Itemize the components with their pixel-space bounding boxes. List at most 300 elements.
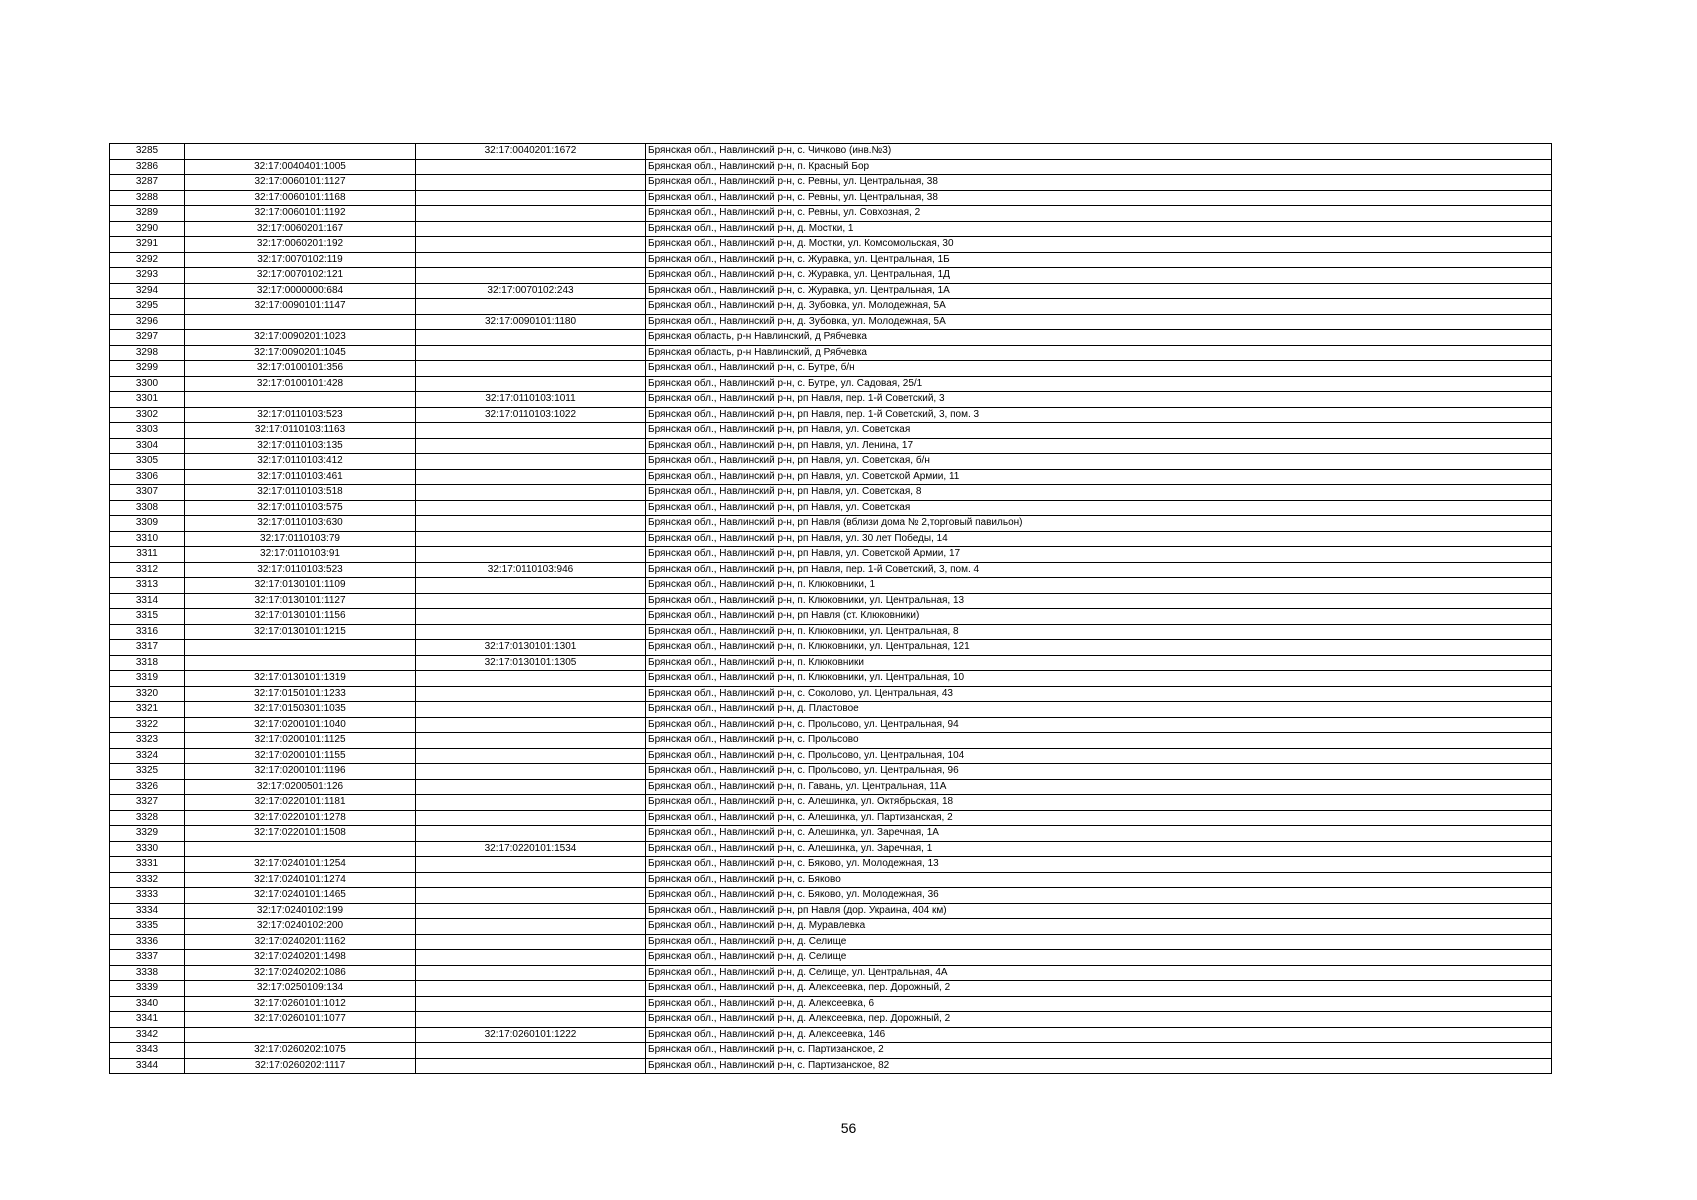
land-cadastral-number-cell: 32:17:0200101:1040 <box>185 717 416 733</box>
land-cadastral-number-cell <box>185 144 416 160</box>
row-number-cell: 3341 <box>110 1012 185 1028</box>
land-cadastral-number-cell: 32:17:0110103:135 <box>185 438 416 454</box>
address-cell: Брянская обл., Навлинский р-н, с. Чичково (инв.№3) <box>646 144 1552 160</box>
table-row <box>110 717 1552 733</box>
row-number-cell: 3329 <box>110 826 185 842</box>
table-row <box>110 965 1552 981</box>
table-row <box>110 686 1552 702</box>
row-number-cell: 3325 <box>110 764 185 780</box>
address-cell: Брянская обл., Навлинский р-н, рп Навля, пер. 1-й Советский, 3 <box>646 392 1552 408</box>
address-cell: Брянская обл., Навлинский р-н, с. Бутре, б/н <box>646 361 1552 377</box>
table-row <box>110 872 1552 888</box>
table-row <box>110 144 1552 160</box>
address-cell: Брянская обл., Навлинский р-н, с. Ревны, ул. Центральная, 38 <box>646 190 1552 206</box>
address-cell: Брянская обл., Навлинский р-н, рп Навля, пер. 1-й Советский, 3, пом. 4 <box>646 562 1552 578</box>
row-number-cell: 3333 <box>110 888 185 904</box>
address-cell: Брянская обл., Навлинский р-н, с. Ревны, ул. Совхозная, 2 <box>646 206 1552 222</box>
address-cell: Брянская обл., Навлинский р-н, п. Клюковники, ул. Центральная, 10 <box>646 671 1552 687</box>
object-cadastral-number-cell <box>416 733 646 749</box>
page-number: 56 <box>840 1120 857 1136</box>
address-cell: Брянская обл., Навлинский р-н, п. Гавань, ул. Центральная, 11А <box>646 779 1552 795</box>
land-cadastral-number-cell: 32:17:0110103:523 <box>185 407 416 423</box>
object-cadastral-number-cell <box>416 795 646 811</box>
table-row <box>110 655 1552 671</box>
table-row <box>110 516 1552 532</box>
address-cell: Брянская обл., Навлинский р-н, рп Навля, ул. Советской Армии, 17 <box>646 547 1552 563</box>
row-number-cell: 3340 <box>110 996 185 1012</box>
land-cadastral-number-cell: 32:17:0060101:1127 <box>185 175 416 191</box>
table-row <box>110 299 1552 315</box>
table-row <box>110 345 1552 361</box>
row-number-cell: 3332 <box>110 872 185 888</box>
registry-table-body <box>110 144 1552 1074</box>
land-cadastral-number-cell: 32:17:0110103:575 <box>185 500 416 516</box>
table-row <box>110 423 1552 439</box>
land-cadastral-number-cell: 32:17:0090101:1147 <box>185 299 416 315</box>
object-cadastral-number-cell: 32:17:0110103:1022 <box>416 407 646 423</box>
row-number-cell: 3343 <box>110 1043 185 1059</box>
row-number-cell: 3302 <box>110 407 185 423</box>
row-number-cell: 3304 <box>110 438 185 454</box>
land-cadastral-number-cell: 32:17:0130101:1109 <box>185 578 416 594</box>
row-number-cell: 3291 <box>110 237 185 253</box>
object-cadastral-number-cell <box>416 547 646 563</box>
row-number-cell: 3314 <box>110 593 185 609</box>
address-cell: Брянская обл., Навлинский р-н, с. Прольсово, ул. Центральная, 94 <box>646 717 1552 733</box>
address-cell: Брянская обл., Навлинский р-н, д. Муравлевка <box>646 919 1552 935</box>
row-number-cell: 3290 <box>110 221 185 237</box>
land-cadastral-number-cell: 32:17:0110103:461 <box>185 469 416 485</box>
address-cell: Брянская обл., Навлинский р-н, рп Навля, ул. Советская, б/н <box>646 454 1552 470</box>
address-cell: Брянская обл., Навлинский р-н, д. Алексеевка, 146 <box>646 1027 1552 1043</box>
land-cadastral-number-cell: 32:17:0260202:1075 <box>185 1043 416 1059</box>
land-cadastral-number-cell: 32:17:0250109:134 <box>185 981 416 997</box>
address-cell: Брянская обл., Навлинский р-н, рп Навля (ст. Клюковники) <box>646 609 1552 625</box>
object-cadastral-number-cell <box>416 175 646 191</box>
object-cadastral-number-cell <box>416 438 646 454</box>
land-cadastral-number-cell: 32:17:0240101:1274 <box>185 872 416 888</box>
address-cell: Брянская обл., Навлинский р-н, д. Алексеевка, пер. Дорожный, 2 <box>646 1012 1552 1028</box>
row-number-cell: 3331 <box>110 857 185 873</box>
object-cadastral-number-cell: 32:17:0040201:1672 <box>416 144 646 160</box>
table-row <box>110 469 1552 485</box>
object-cadastral-number-cell <box>416 330 646 346</box>
table-row <box>110 392 1552 408</box>
address-cell: Брянская обл., Навлинский р-н, д. Пластовое <box>646 702 1552 718</box>
table-row <box>110 268 1552 284</box>
address-cell: Брянская обл., Навлинский р-н, с. Партизанское, 2 <box>646 1043 1552 1059</box>
row-number-cell: 3287 <box>110 175 185 191</box>
object-cadastral-number-cell <box>416 826 646 842</box>
land-cadastral-number-cell <box>185 392 416 408</box>
row-number-cell: 3305 <box>110 454 185 470</box>
land-cadastral-number-cell: 32:17:0130101:1215 <box>185 624 416 640</box>
row-number-cell: 3303 <box>110 423 185 439</box>
table-row <box>110 624 1552 640</box>
row-number-cell: 3337 <box>110 950 185 966</box>
table-row <box>110 857 1552 873</box>
row-number-cell: 3336 <box>110 934 185 950</box>
address-cell: Брянская обл., Навлинский р-н, с. Соколово, ул. Центральная, 43 <box>646 686 1552 702</box>
object-cadastral-number-cell: 32:17:0090101:1180 <box>416 314 646 330</box>
row-number-cell: 3317 <box>110 640 185 656</box>
row-number-cell: 3312 <box>110 562 185 578</box>
address-cell: Брянская обл., Навлинский р-н, д. Зубовка, ул. Молодежная, 5А <box>646 314 1552 330</box>
address-cell: Брянская обл., Навлинский р-н, с. Алешинка, ул. Заречная, 1 <box>646 841 1552 857</box>
row-number-cell: 3295 <box>110 299 185 315</box>
table-row <box>110 221 1552 237</box>
address-cell: Брянская область, р-н Навлинский, д Рябчевка <box>646 345 1552 361</box>
object-cadastral-number-cell <box>416 252 646 268</box>
object-cadastral-number-cell <box>416 872 646 888</box>
address-cell: Брянская обл., Навлинский р-н, рп Навля, ул. 30 лет Победы, 14 <box>646 531 1552 547</box>
land-cadastral-number-cell: 32:17:0110103:91 <box>185 547 416 563</box>
address-cell: Брянская обл., Навлинский р-н, рп Навля, пер. 1-й Советский, 3, пом. 3 <box>646 407 1552 423</box>
object-cadastral-number-cell <box>416 190 646 206</box>
object-cadastral-number-cell <box>416 1012 646 1028</box>
land-cadastral-number-cell: 32:17:0110103:79 <box>185 531 416 547</box>
address-cell: Брянская обл., Навлинский р-н, с. Алешинка, ул. Партизанская, 2 <box>646 810 1552 826</box>
table-row <box>110 175 1552 191</box>
address-cell: Брянская обл., Навлинский р-н, рп Навля (дор. Украина, 404 км) <box>646 903 1552 919</box>
object-cadastral-number-cell <box>416 206 646 222</box>
object-cadastral-number-cell <box>416 717 646 733</box>
row-number-cell: 3330 <box>110 841 185 857</box>
object-cadastral-number-cell <box>416 268 646 284</box>
land-cadastral-number-cell: 32:17:0200101:1196 <box>185 764 416 780</box>
row-number-cell: 3293 <box>110 268 185 284</box>
object-cadastral-number-cell <box>416 1058 646 1074</box>
object-cadastral-number-cell <box>416 624 646 640</box>
object-cadastral-number-cell <box>416 159 646 175</box>
land-cadastral-number-cell: 32:17:0130101:1127 <box>185 593 416 609</box>
address-cell: Брянская обл., Навлинский р-н, д. Мостки, 1 <box>646 221 1552 237</box>
land-cadastral-number-cell: 32:17:0260101:1012 <box>185 996 416 1012</box>
land-cadastral-number-cell: 32:17:0220101:1278 <box>185 810 416 826</box>
address-cell: Брянская обл., Навлинский р-н, с. Ревны, ул. Центральная, 38 <box>646 175 1552 191</box>
table-row <box>110 1012 1552 1028</box>
address-cell: Брянская обл., Навлинский р-н, д. Алексеевка, пер. Дорожный, 2 <box>646 981 1552 997</box>
address-cell: Брянская обл., Навлинский р-н, д. Алексеевка, 6 <box>646 996 1552 1012</box>
land-cadastral-number-cell: 32:17:0200501:126 <box>185 779 416 795</box>
object-cadastral-number-cell <box>416 500 646 516</box>
row-number-cell: 3323 <box>110 733 185 749</box>
object-cadastral-number-cell <box>416 764 646 780</box>
land-cadastral-number-cell: 32:17:0240101:1254 <box>185 857 416 873</box>
table-row <box>110 361 1552 377</box>
land-cadastral-number-cell: 32:17:0200101:1125 <box>185 733 416 749</box>
table-row <box>110 159 1552 175</box>
table-row <box>110 438 1552 454</box>
land-cadastral-number-cell: 32:17:0040401:1005 <box>185 159 416 175</box>
object-cadastral-number-cell <box>416 965 646 981</box>
table-row <box>110 578 1552 594</box>
table-row <box>110 593 1552 609</box>
row-number-cell: 3301 <box>110 392 185 408</box>
address-cell: Брянская обл., Навлинский р-н, с. Бяково, ул. Молодежная, 13 <box>646 857 1552 873</box>
row-number-cell: 3285 <box>110 144 185 160</box>
table-row <box>110 888 1552 904</box>
object-cadastral-number-cell <box>416 950 646 966</box>
object-cadastral-number-cell: 32:17:0220101:1534 <box>416 841 646 857</box>
table-row <box>110 562 1552 578</box>
table-row <box>110 376 1552 392</box>
table-row <box>110 531 1552 547</box>
address-cell: Брянская обл., Навлинский р-н, п. Клюковники <box>646 655 1552 671</box>
address-cell: Брянская обл., Навлинский р-н, с. Алешинка, ул. Октябрьская, 18 <box>646 795 1552 811</box>
row-number-cell: 3342 <box>110 1027 185 1043</box>
row-number-cell: 3335 <box>110 919 185 935</box>
land-cadastral-number-cell: 32:17:0260202:1117 <box>185 1058 416 1074</box>
address-cell: Брянская обл., Навлинский р-н, рп Навля, ул. Советской Армии, 11 <box>646 469 1552 485</box>
land-cadastral-number-cell: 32:17:0000000:684 <box>185 283 416 299</box>
table-row <box>110 640 1552 656</box>
table-row <box>110 283 1552 299</box>
land-cadastral-number-cell: 32:17:0240102:199 <box>185 903 416 919</box>
address-cell: Брянская обл., Навлинский р-н, с. Журавка, ул. Центральная, 1Д <box>646 268 1552 284</box>
table-row <box>110 981 1552 997</box>
land-cadastral-number-cell: 32:17:0110103:630 <box>185 516 416 532</box>
table-row <box>110 1043 1552 1059</box>
address-cell: Брянская обл., Навлинский р-н, д. Селище <box>646 950 1552 966</box>
table-row <box>110 609 1552 625</box>
row-number-cell: 3320 <box>110 686 185 702</box>
row-number-cell: 3334 <box>110 903 185 919</box>
row-number-cell: 3319 <box>110 671 185 687</box>
table-row <box>110 237 1552 253</box>
address-cell: Брянская обл., Навлинский р-н, с. Журавка, ул. Центральная, 1А <box>646 283 1552 299</box>
address-cell: Брянская обл., Навлинский р-н, с. Бутре, ул. Садовая, 25/1 <box>646 376 1552 392</box>
row-number-cell: 3298 <box>110 345 185 361</box>
object-cadastral-number-cell <box>416 748 646 764</box>
row-number-cell: 3286 <box>110 159 185 175</box>
row-number-cell: 3315 <box>110 609 185 625</box>
table-row <box>110 934 1552 950</box>
table-row <box>110 841 1552 857</box>
address-cell: Брянская обл., Навлинский р-н, рп Навля, ул. Советская, 8 <box>646 485 1552 501</box>
object-cadastral-number-cell: 32:17:0130101:1305 <box>416 655 646 671</box>
row-number-cell: 3311 <box>110 547 185 563</box>
table-row <box>110 547 1552 563</box>
land-cadastral-number-cell: 32:17:0090201:1023 <box>185 330 416 346</box>
object-cadastral-number-cell <box>416 593 646 609</box>
object-cadastral-number-cell <box>416 578 646 594</box>
row-number-cell: 3321 <box>110 702 185 718</box>
table-row <box>110 454 1552 470</box>
table-row <box>110 252 1552 268</box>
table-row <box>110 779 1552 795</box>
address-cell: Брянская обл., Навлинский р-н, п. Клюковники, ул. Центральная, 8 <box>646 624 1552 640</box>
land-cadastral-number-cell: 32:17:0070102:119 <box>185 252 416 268</box>
table-row <box>110 810 1552 826</box>
row-number-cell: 3310 <box>110 531 185 547</box>
table-row <box>110 733 1552 749</box>
row-number-cell: 3324 <box>110 748 185 764</box>
object-cadastral-number-cell <box>416 686 646 702</box>
address-cell: Брянская обл., Навлинский р-н, рп Навля, ул. Ленина, 17 <box>646 438 1552 454</box>
object-cadastral-number-cell: 32:17:0110103:946 <box>416 562 646 578</box>
row-number-cell: 3316 <box>110 624 185 640</box>
object-cadastral-number-cell: 32:17:0260101:1222 <box>416 1027 646 1043</box>
land-cadastral-number-cell: 32:17:0110103:518 <box>185 485 416 501</box>
table-row <box>110 407 1552 423</box>
row-number-cell: 3299 <box>110 361 185 377</box>
address-cell: Брянская обл., Навлинский р-н, рп Навля (вблизи дома № 2,торговый павильон) <box>646 516 1552 532</box>
object-cadastral-number-cell: 32:17:0130101:1301 <box>416 640 646 656</box>
address-cell: Брянская обл., Навлинский р-н, д. Селище, ул. Центральная, 4А <box>646 965 1552 981</box>
land-cadastral-number-cell: 32:17:0100101:428 <box>185 376 416 392</box>
row-number-cell: 3322 <box>110 717 185 733</box>
object-cadastral-number-cell <box>416 531 646 547</box>
row-number-cell: 3296 <box>110 314 185 330</box>
row-number-cell: 3300 <box>110 376 185 392</box>
land-cadastral-number-cell: 32:17:0240102:200 <box>185 919 416 935</box>
land-cadastral-number-cell <box>185 314 416 330</box>
row-number-cell: 3289 <box>110 206 185 222</box>
row-number-cell: 3307 <box>110 485 185 501</box>
row-number-cell: 3328 <box>110 810 185 826</box>
table-row <box>110 314 1552 330</box>
table-row <box>110 996 1552 1012</box>
row-number-cell: 3308 <box>110 500 185 516</box>
land-cadastral-number-cell: 32:17:0260101:1077 <box>185 1012 416 1028</box>
land-cadastral-number-cell <box>185 1027 416 1043</box>
table-row <box>110 330 1552 346</box>
table-row <box>110 795 1552 811</box>
object-cadastral-number-cell <box>416 299 646 315</box>
object-cadastral-number-cell <box>416 221 646 237</box>
land-cadastral-number-cell: 32:17:0070102:121 <box>185 268 416 284</box>
object-cadastral-number-cell <box>416 903 646 919</box>
object-cadastral-number-cell <box>416 810 646 826</box>
object-cadastral-number-cell <box>416 671 646 687</box>
object-cadastral-number-cell <box>416 919 646 935</box>
object-cadastral-number-cell <box>416 888 646 904</box>
table-row <box>110 1058 1552 1074</box>
table-row <box>110 206 1552 222</box>
table-row <box>110 826 1552 842</box>
address-cell: Брянская обл., Навлинский р-н, п. Клюковники, ул. Центральная, 121 <box>646 640 1552 656</box>
row-number-cell: 3294 <box>110 283 185 299</box>
land-cadastral-number-cell: 32:17:0130101:1156 <box>185 609 416 625</box>
land-cadastral-number-cell: 32:17:0110103:1163 <box>185 423 416 439</box>
object-cadastral-number-cell <box>416 454 646 470</box>
land-cadastral-number-cell: 32:17:0240201:1498 <box>185 950 416 966</box>
land-cadastral-number-cell: 32:17:0060201:167 <box>185 221 416 237</box>
land-cadastral-number-cell <box>185 640 416 656</box>
land-cadastral-number-cell: 32:17:0130101:1319 <box>185 671 416 687</box>
address-cell: Брянская обл., Навлинский р-н, с. Журавка, ул. Центральная, 1Б <box>646 252 1552 268</box>
land-cadastral-number-cell: 32:17:0150301:1035 <box>185 702 416 718</box>
row-number-cell: 3338 <box>110 965 185 981</box>
object-cadastral-number-cell <box>416 516 646 532</box>
land-cadastral-number-cell: 32:17:0240101:1465 <box>185 888 416 904</box>
address-cell: Брянская обл., Навлинский р-н, п. Красный Бор <box>646 159 1552 175</box>
address-cell: Брянская обл., Навлинский р-н, с. Партизанское, 82 <box>646 1058 1552 1074</box>
address-cell: Брянская обл., Навлинский р-н, д. Зубовка, ул. Молодежная, 5А <box>646 299 1552 315</box>
address-cell: Брянская обл., Навлинский р-н, д. Селище <box>646 934 1552 950</box>
table-row <box>110 702 1552 718</box>
table-row <box>110 764 1552 780</box>
address-cell: Брянская обл., Навлинский р-н, с. Прольсово <box>646 733 1552 749</box>
object-cadastral-number-cell <box>416 857 646 873</box>
object-cadastral-number-cell <box>416 702 646 718</box>
row-number-cell: 3297 <box>110 330 185 346</box>
row-number-cell: 3339 <box>110 981 185 997</box>
row-number-cell: 3318 <box>110 655 185 671</box>
row-number-cell: 3313 <box>110 578 185 594</box>
row-number-cell: 3344 <box>110 1058 185 1074</box>
row-number-cell: 3326 <box>110 779 185 795</box>
object-cadastral-number-cell <box>416 485 646 501</box>
land-cadastral-number-cell: 32:17:0240202:1086 <box>185 965 416 981</box>
land-cadastral-number-cell: 32:17:0100101:356 <box>185 361 416 377</box>
row-number-cell: 3292 <box>110 252 185 268</box>
object-cadastral-number-cell <box>416 609 646 625</box>
object-cadastral-number-cell <box>416 981 646 997</box>
land-cadastral-number-cell <box>185 841 416 857</box>
table-row <box>110 919 1552 935</box>
table-row <box>110 1027 1552 1043</box>
land-cadastral-number-cell <box>185 655 416 671</box>
address-cell: Брянская обл., Навлинский р-н, д. Мостки, ул. Комсомольская, 30 <box>646 237 1552 253</box>
object-cadastral-number-cell <box>416 376 646 392</box>
table-row <box>110 485 1552 501</box>
address-cell: Брянская обл., Навлинский р-н, с. Алешинка, ул. Заречная, 1А <box>646 826 1552 842</box>
object-cadastral-number-cell <box>416 469 646 485</box>
land-cadastral-number-cell: 32:17:0110103:523 <box>185 562 416 578</box>
address-cell: Брянская обл., Навлинский р-н, с. Бяково <box>646 872 1552 888</box>
object-cadastral-number-cell <box>416 361 646 377</box>
registry-table <box>109 143 1552 1074</box>
table-row <box>110 903 1552 919</box>
object-cadastral-number-cell <box>416 996 646 1012</box>
object-cadastral-number-cell <box>416 779 646 795</box>
land-cadastral-number-cell: 32:17:0220101:1508 <box>185 826 416 842</box>
land-cadastral-number-cell: 32:17:0240201:1162 <box>185 934 416 950</box>
table-row <box>110 500 1552 516</box>
object-cadastral-number-cell: 32:17:0070102:243 <box>416 283 646 299</box>
object-cadastral-number-cell <box>416 934 646 950</box>
table-row <box>110 748 1552 764</box>
address-cell: Брянская область, р-н Навлинский, д Рябчевка <box>646 330 1552 346</box>
object-cadastral-number-cell <box>416 237 646 253</box>
land-cadastral-number-cell: 32:17:0150101:1233 <box>185 686 416 702</box>
address-cell: Брянская обл., Навлинский р-н, с. Прольсово, ул. Центральная, 96 <box>646 764 1552 780</box>
land-cadastral-number-cell: 32:17:0090201:1045 <box>185 345 416 361</box>
address-cell: Брянская обл., Навлинский р-н, рп Навля, ул. Советская <box>646 423 1552 439</box>
table-row <box>110 190 1552 206</box>
land-cadastral-number-cell: 32:17:0200101:1155 <box>185 748 416 764</box>
object-cadastral-number-cell <box>416 345 646 361</box>
table-row <box>110 950 1552 966</box>
object-cadastral-number-cell <box>416 1043 646 1059</box>
object-cadastral-number-cell <box>416 423 646 439</box>
address-cell: Брянская обл., Навлинский р-н, с. Бяково, ул. Молодежная, 36 <box>646 888 1552 904</box>
row-number-cell: 3327 <box>110 795 185 811</box>
land-cadastral-number-cell: 32:17:0220101:1181 <box>185 795 416 811</box>
address-cell: Брянская обл., Навлинский р-н, п. Клюковники, 1 <box>646 578 1552 594</box>
row-number-cell: 3306 <box>110 469 185 485</box>
land-cadastral-number-cell: 32:17:0110103:412 <box>185 454 416 470</box>
row-number-cell: 3309 <box>110 516 185 532</box>
address-cell: Брянская обл., Навлинский р-н, с. Прольсово, ул. Центральная, 104 <box>646 748 1552 764</box>
object-cadastral-number-cell: 32:17:0110103:1011 <box>416 392 646 408</box>
table-row <box>110 671 1552 687</box>
address-cell: Брянская обл., Навлинский р-н, п. Клюковники, ул. Центральная, 13 <box>646 593 1552 609</box>
land-cadastral-number-cell: 32:17:0060101:1192 <box>185 206 416 222</box>
land-cadastral-number-cell: 32:17:0060201:192 <box>185 237 416 253</box>
